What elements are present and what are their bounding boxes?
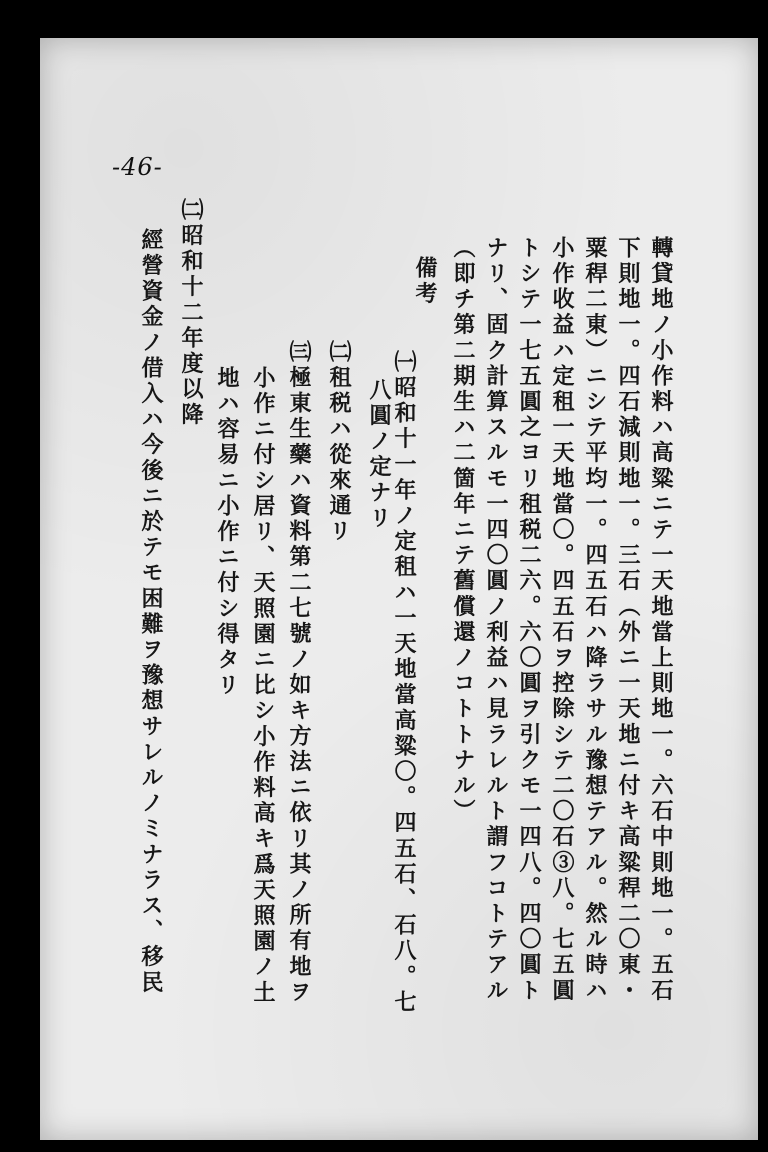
section-heading: ㈡昭和十二年度以降 [178,198,204,429]
remarks-heading: 備考 [412,256,438,308]
page-number: -46- [112,153,163,181]
text-column: 地ハ容易ニ小作ニ付シ得タリ [214,366,240,699]
text-column: ㈠昭和十一年ノ定租ハ一天地當高粱〇。四五石、石八。七 [391,350,417,1016]
document-page [40,38,758,1140]
text-column: 小作收益ハ定租一天地當〇。四五石ヲ控除シテ二〇石③八。七五圓 [549,236,575,1004]
text-column: （即チ第二期生ハ二箇年ニテ舊償還ノコトトナル） [450,236,476,825]
text-column: 粟稈二東）ニシテ平均一。四五石ハ降ラサル豫想テアル。然ル時ハ [582,236,608,1004]
text-column: 轉貸地ノ小作料ハ高粱ニテ一天地當上則地一。六石中則地一。五石 [648,236,674,1004]
text-column: ナリ、固ク計算スルモ一四〇圓ノ利益ハ見ラレルト謂フコトテアル [483,236,509,1004]
text-column: 經營資金ノ借入ハ今後ニ於テモ困難ヲ豫想サレルノミナラス、移民 [138,228,164,996]
text-column: ㈡租税ハ從來通リ [326,340,352,545]
text-column: トシテ一七五圓之ヨリ租税二六。六〇圓ヲ引クモ一四八。四〇圓ト [516,236,542,1004]
text-column: 小作ニ付シ居リ、天照園ニ比シ小作料高キ爲天照園ノ土 [250,366,276,1006]
text-column: 八圓ノ定ナリ [366,378,392,532]
text-column: ㈢極東生藥ハ資料第二七號ノ如キ方法ニ依リ其ノ所有地ヲ [286,340,312,1006]
text-column: 下則地一。四石減則地一。三石（外ニ一天地ニ付キ高粱稈二〇東・ [615,236,641,1004]
